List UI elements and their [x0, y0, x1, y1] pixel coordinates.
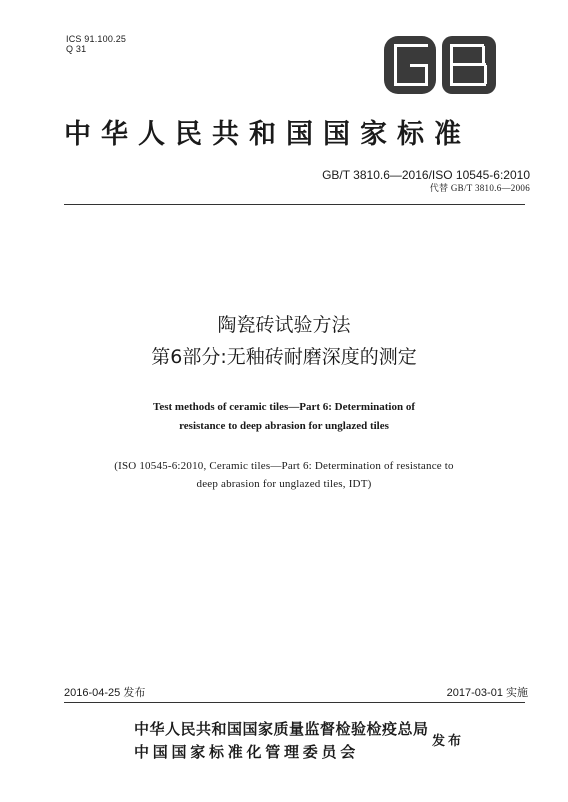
iso-reference-line-1: (ISO 10545-6:2010, Ceramic tiles—Part 6: Determination of resistance to: [114, 460, 454, 472]
replaces-standard: 代替 GB/T 3810.6—2006: [429, 183, 530, 193]
ics-line-1: ICS 91.100.25: [66, 34, 127, 44]
issuer-line-2: 中 国 国 家 标 准 化 管 理 委 员 会: [134, 745, 356, 761]
iso-reference-line-2: deep abrasion for unglazed tiles, IDT): [196, 478, 372, 490]
standard-category-title: 中华人民共和国国家标准: [64, 119, 471, 149]
english-title-line-2: resistance to deep abrasion for unglazed tiles: [179, 420, 389, 432]
ics-code: [66, 34, 126, 54]
standard-number: GB/T 3810.6—2016/ISO 10545-6:2010: [322, 168, 530, 182]
ics-line-2: Q 31: [66, 44, 87, 54]
chinese-title-line-1: 陶瓷砖试验方法: [217, 314, 351, 336]
issuer-line-1: 中华人民共和国国家质量监督检验检疫总局: [134, 722, 429, 738]
english-title-line-1: Test methods of ceramic tiles—Part 6: Determination of: [153, 401, 415, 413]
implement-date: 2017-03-01 实施: [446, 687, 528, 699]
footer-divider: [64, 702, 525, 703]
release-label: 发布: [432, 733, 465, 748]
publish-date: 2016-04-25 发布: [64, 687, 146, 699]
header-divider: [64, 204, 525, 205]
gb-logo-icon: [384, 36, 496, 94]
chinese-title-line-2: 第6部分:无釉砖耐磨深度的测定: [151, 346, 417, 368]
